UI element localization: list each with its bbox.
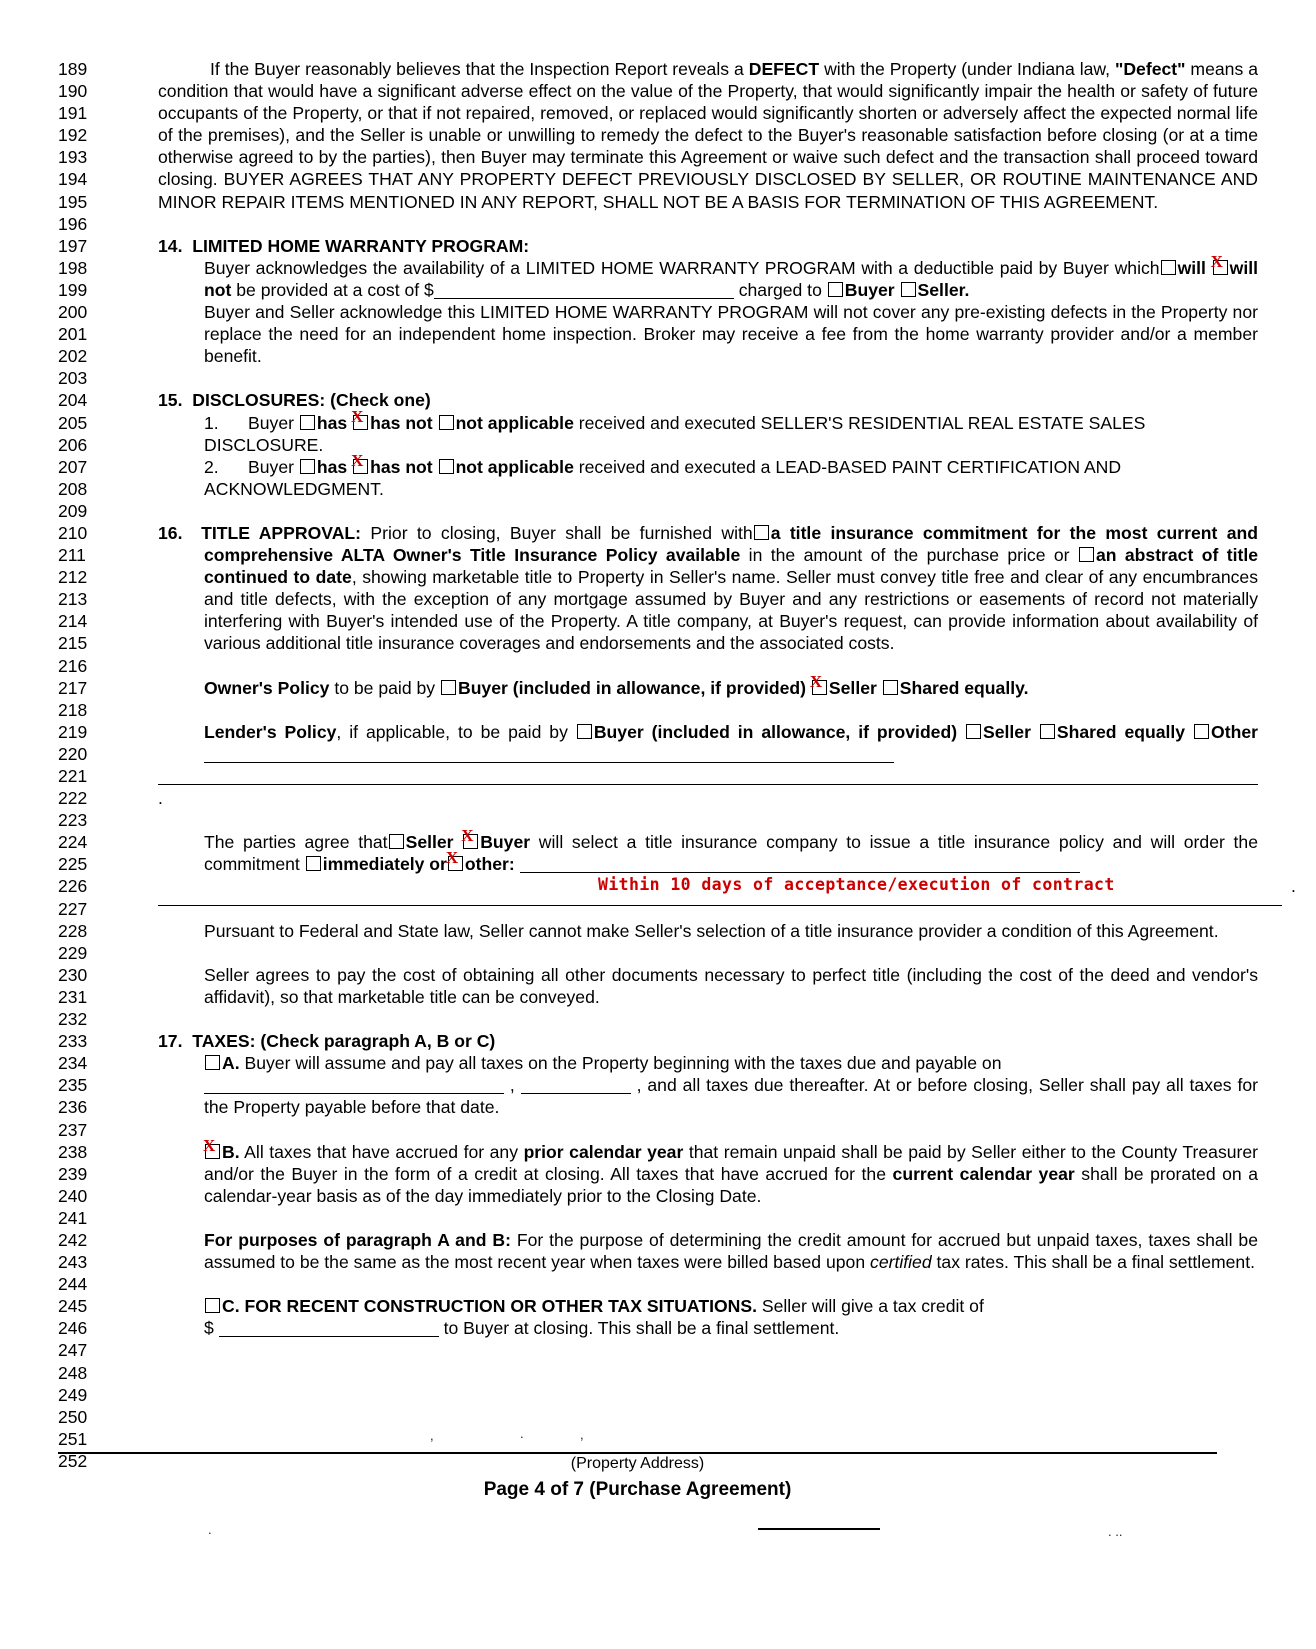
disclosure-1-tail: received and executed SELLER'S RESIDENTIAL REAL ESTATE SALES DISCLOSURE.: [204, 412, 1146, 455]
tax-para-b-text-3: shall be prorated on a calendar-year basis as of the day immediately prior to the Closing Date.: [204, 1163, 1259, 1206]
line-number: 243: [58, 1252, 88, 1273]
line-number: 195: [58, 191, 88, 212]
section-14-text-3: charged to: [738, 279, 822, 300]
checkbox-warranty-charged-seller[interactable]: [901, 282, 916, 297]
paragraph-inspection-defect: [158, 58, 1258, 213]
checkbox-lenders-policy-buyer[interactable]: [577, 724, 592, 739]
section-16-title: TITLE APPROVAL:: [201, 522, 362, 543]
tax-para-b-bold-2: current calendar year: [892, 1163, 1075, 1184]
label-warranty-charged-seller: Seller.: [917, 279, 970, 300]
tax-para-c-letter: C.: [222, 1296, 240, 1317]
checkbox-commitment-other[interactable]: [448, 856, 463, 871]
line-number: 224: [58, 832, 88, 853]
line-number: 242: [58, 1229, 88, 1250]
line-number: 235: [58, 1075, 88, 1096]
lenders-policy-period: .: [158, 788, 163, 809]
tax-purposes-bold-lead: For purposes of paragraph A and B:: [204, 1229, 511, 1250]
tax-c-credit-blank[interactable]: [219, 1321, 439, 1337]
document-columns: [0, 58, 1296, 1472]
checkbox-title-alta-policy[interactable]: [754, 525, 769, 540]
tax-para-b: [158, 1141, 1258, 1207]
checkbox-disclosure-2-has[interactable]: [300, 459, 315, 474]
label-title-abstract: an abstract of title continued to date: [204, 545, 1259, 588]
bottom-mark-left: .: [208, 1522, 212, 1537]
checkbox-disclosure-1-has-not[interactable]: [353, 415, 368, 430]
commitment-other-value: Within 10 days of acceptance/execution of contract: [598, 875, 1115, 895]
spacer-250: [158, 1273, 1258, 1295]
disclosure-2-tail: received and executed a LEAD-BASED PAINT CERTIFICATION AND ACKNOWLEDGMENT.: [204, 456, 1122, 499]
line-number: 193: [58, 147, 88, 168]
owners-policy-lead: to be paid by: [334, 677, 436, 698]
inspection-defect-bold: DEFECT: [748, 59, 820, 79]
spacer-236: [158, 1008, 1258, 1030]
tax-para-a-letter: A.: [222, 1053, 240, 1074]
spacer-233: [158, 942, 1258, 964]
disclosure-1-lead: Buyer: [248, 412, 294, 433]
line-number: 199: [58, 279, 88, 300]
label-owners-policy-seller: Seller: [828, 677, 877, 698]
checkbox-warranty-will[interactable]: [1161, 260, 1176, 275]
line-number: 213: [58, 589, 88, 610]
checkbox-disclosure-1-has[interactable]: [300, 415, 315, 430]
section-14-text-4: Buyer and Seller acknowledge this LIMITED HOME WARRANTY PROGRAM will not cover any pre-existing defects in the Property nor replace the need for an independent home inspection. Broker may receive a fee from the home warranty provider and/or a member benefit.: [204, 302, 1258, 367]
spacer-222: [158, 699, 1258, 721]
line-number: 237: [58, 1119, 88, 1140]
commitment-other-blank[interactable]: [520, 857, 1080, 873]
label-owners-policy-shared: Shared equally.: [899, 677, 1029, 698]
disclosure-2-lead: Buyer: [248, 456, 294, 477]
section-17-title: TAXES: (Check paragraph A, B or C): [192, 1031, 496, 1052]
line-number: 207: [58, 456, 88, 477]
commitment-other-value-line: [158, 875, 1296, 897]
section-14-title: LIMITED HOME WARRANTY PROGRAM:: [192, 235, 530, 256]
lenders-policy-row: [158, 721, 1258, 765]
checkbox-disclosure-1-na[interactable]: [439, 415, 454, 430]
spacer-226: [158, 809, 1258, 831]
lenders-policy-lead: , if applicable, to be paid by: [336, 721, 568, 742]
label-parties-agree-buyer: Buyer: [480, 832, 531, 853]
label-lenders-policy-buyer: Buyer (included in allowance, if provided): [593, 721, 958, 742]
line-number: 244: [58, 1274, 88, 1295]
checkbox-disclosure-2-na[interactable]: [439, 459, 454, 474]
line-number: 223: [58, 810, 88, 831]
line-number: 203: [58, 368, 88, 389]
tax-para-b-bold-1: prior calendar year: [523, 1141, 684, 1162]
label-lenders-policy-other: Other: [1211, 721, 1258, 742]
checkbox-lenders-policy-seller[interactable]: [966, 724, 981, 739]
checkbox-tax-para-b[interactable]: [205, 1144, 220, 1159]
tax-a-blank-1[interactable]: [204, 1078, 504, 1094]
line-number: 214: [58, 611, 88, 632]
page-number-label: Page 4 of 7 (Purchase Agreement): [483, 1479, 792, 1500]
line-number: 230: [58, 964, 88, 985]
section-15-item-2: [158, 456, 1258, 500]
spacer-199: [158, 213, 1258, 235]
line-number: 246: [58, 1318, 88, 1339]
line-number: 233: [58, 1031, 88, 1052]
section-15-number: 15.: [158, 390, 183, 411]
line-number: 225: [58, 854, 88, 875]
checkbox-warranty-will-not[interactable]: [1213, 260, 1228, 275]
line-number: 250: [58, 1406, 88, 1427]
line-number: 234: [58, 1053, 88, 1074]
tax-purposes-italic: certified: [870, 1252, 932, 1273]
section-16-body: [158, 522, 1258, 655]
section-15-title: DISCLOSURES: (Check one): [192, 390, 431, 411]
line-number: 200: [58, 302, 88, 323]
tax-para-a: [158, 1052, 1258, 1118]
label-warranty-charged-buyer: Buyer: [844, 279, 895, 300]
tax-para-a-text-2: , and all taxes due thereafter. At or before closing, Seller shall pay all taxes for the Property payable before that date.: [204, 1075, 1259, 1118]
parties-agree-row: [158, 831, 1258, 875]
line-number: 194: [58, 169, 88, 190]
spacer-246: [158, 1207, 1258, 1229]
parties-agree-mid: will select a title insurance company to issue a title insurance policy and will order the commitment: [204, 832, 1259, 875]
section-14-number: 14.: [158, 235, 183, 256]
spacer-220: [158, 655, 1258, 677]
line-number: 228: [58, 920, 88, 941]
line-number: 196: [58, 213, 88, 234]
line-number: 227: [58, 898, 88, 919]
line-number: 236: [58, 1097, 88, 1118]
checkbox-disclosure-2-has-not[interactable]: [353, 459, 368, 474]
label-title-alta-policy: a title insurance commitment for the most current and comprehensive ALTA Owner's Title Insurance Policy available: [204, 522, 1259, 566]
line-number: 241: [58, 1207, 88, 1228]
line-number: 209: [58, 500, 88, 521]
checkbox-lenders-policy-shared[interactable]: [1040, 724, 1055, 739]
line-number: 201: [58, 324, 88, 345]
line-number: 231: [58, 986, 88, 1007]
checkbox-parties-agree-buyer[interactable]: [463, 834, 478, 849]
bottom-mark-right: . ..: [1108, 1524, 1123, 1539]
spacer-241: [158, 1119, 1258, 1141]
tax-para-b-text-1: All taxes that have accrued for any: [244, 1141, 519, 1162]
checkbox-lenders-policy-other[interactable]: [1194, 724, 1209, 739]
line-number: 220: [58, 743, 88, 764]
line-number: 208: [58, 478, 88, 499]
section-14-text-1: Buyer acknowledges the availability of a LIMITED HOME WARRANTY PROGRAM with a deductible paid by Buyer which: [204, 257, 1160, 278]
checkbox-tax-para-c[interactable]: [205, 1298, 220, 1313]
tax-purposes-text-1: For the purpose of determining the credit amount for accrued but unpaid taxes, taxes shall be assumed to be the same as the most recent year when taxes were billed based upon: [204, 1229, 1258, 1273]
lenders-policy-other-blank[interactable]: [204, 747, 894, 763]
line-number: 240: [58, 1185, 88, 1206]
tax-para-c: [158, 1295, 1258, 1339]
line-number: 212: [58, 567, 88, 588]
line-number: 197: [58, 235, 88, 256]
warranty-cost-blank[interactable]: [434, 283, 734, 299]
section-17-number: 17.: [158, 1031, 183, 1052]
label-lenders-policy-shared: Shared equally: [1056, 721, 1186, 742]
label-warranty-will: will: [1177, 257, 1206, 278]
checkbox-commitment-immediately[interactable]: [306, 856, 321, 871]
lenders-policy-label: Lender's Policy: [204, 721, 337, 742]
line-number: 190: [58, 81, 88, 102]
checkbox-owners-policy-shared[interactable]: [883, 680, 898, 695]
line-number: 239: [58, 1163, 88, 1184]
tax-para-c-dollar: $: [204, 1318, 214, 1339]
section-16-text-1: Prior to closing, Buyer shall be furnished with: [370, 522, 753, 543]
tax-para-c-bold-lead: FOR RECENT CONSTRUCTION OR OTHER TAX SITUATIONS.: [244, 1296, 757, 1317]
label-disclosure-2-has: has: [316, 456, 348, 477]
line-number: 252: [58, 1450, 88, 1471]
tax-para-a-text-1: Buyer will assume and pay all taxes on the Property beginning with the taxes due and payable on: [244, 1053, 1002, 1074]
label-disclosure-2-na: not applicable: [455, 456, 574, 477]
label-owners-policy-buyer: Buyer (included in allowance, if provided): [457, 677, 807, 698]
line-number: 191: [58, 103, 88, 124]
label-disclosure-1-has: has: [316, 412, 348, 433]
tax-purposes-note: [158, 1229, 1258, 1273]
line-number: 232: [58, 1009, 88, 1030]
section-14-heading: [158, 235, 1258, 257]
inspection-defect-quoted: "Defect": [1115, 59, 1186, 79]
line-number: 226: [58, 876, 88, 897]
line-number: 198: [58, 257, 88, 278]
tax-para-c-text-2: to Buyer at closing. This shall be a final settlement.: [443, 1318, 840, 1339]
line-number: 248: [58, 1362, 88, 1383]
line-number: 238: [58, 1141, 88, 1162]
disclosure-2-num: 2.: [204, 456, 219, 477]
label-disclosure-1-na: not applicable: [455, 412, 574, 433]
property-address-label: (Property Address): [570, 1455, 705, 1472]
federal-law-paragraph: Pursuant to Federal and State law, Seller cannot make Seller's selection of a title insurance provider a condition of this Agreement.: [204, 920, 1219, 941]
checkbox-owners-policy-buyer[interactable]: [441, 680, 456, 695]
disclosure-1-num: 1.: [204, 412, 219, 433]
tax-purposes-text-2: tax rates. This shall be a final settlement.: [936, 1252, 1255, 1273]
section-16-text-2: in the amount of the purchase price or: [748, 545, 1070, 566]
line-number: 245: [58, 1296, 88, 1317]
parties-agree-lead: The parties agree that: [204, 832, 388, 853]
line-number: 222: [58, 788, 88, 809]
section-17-heading: [158, 1030, 1258, 1052]
section-15-item-1: [158, 412, 1258, 456]
line-number: 204: [58, 390, 88, 411]
line-number: 216: [58, 655, 88, 676]
tax-a-blank-2[interactable]: [521, 1078, 631, 1094]
line-number: 211: [58, 545, 86, 566]
smudge-mark-2: .: [520, 1426, 524, 1441]
lenders-policy-other-blank-2[interactable]: [158, 769, 1258, 785]
lenders-policy-other-line2: [158, 765, 1258, 809]
checkbox-warranty-charged-buyer[interactable]: [828, 282, 843, 297]
line-number: 249: [58, 1384, 88, 1405]
line-number: 247: [58, 1340, 88, 1361]
owners-policy-row: [158, 677, 1258, 699]
section-14-text-2: be provided at a cost of $: [236, 279, 434, 300]
label-disclosure-2-has-not: has not: [370, 456, 433, 477]
line-number: 192: [58, 125, 88, 146]
inspection-text-c: means a condition that would have a significant adverse effect on the value of the Property, that would significantly impair the health or safety of future occupants of the Property, or that if not repaired, removed, or replaced would significantly shorten or adversely affect the expected normal life of the premises), and the Seller is unable or unwilling to remedy the defect to the Buyer's reasonable satisfaction before closing (or at a time otherwise agreed to by the parties), then Buyer may terminate this Agreement or waive such defect and the transaction shall proceed toward closing. BUYER AGREES THAT ANY PROPERTY DEFECT PREVIOUSLY DISCLOSED BY SELLER, OR ROUTINE MAINTENANCE AND MINOR REPAIR ITEMS MENTIONED IN ANY REPORT, SHALL NOT BE A BASIS FOR TERMINATION OF THIS AGREEMENT.: [158, 59, 1258, 212]
line-number: 229: [58, 942, 88, 963]
checkbox-title-abstract[interactable]: [1079, 547, 1094, 562]
line-number: 217: [58, 677, 88, 698]
inspection-text-a: If the Buyer reasonably believes that the Inspection Report reveals a: [210, 59, 749, 79]
owners-policy-label: Owner's Policy: [204, 677, 330, 698]
line-number: 215: [58, 633, 88, 654]
line-number: 210: [58, 522, 88, 543]
inspection-text-b: with the Property (under Indiana law,: [819, 59, 1115, 79]
line-number: 251: [58, 1428, 88, 1449]
document-content: [120, 58, 1316, 1339]
section-16-number: 16.: [158, 522, 183, 543]
section-14-body: [158, 257, 1258, 367]
spacer-206: [158, 367, 1258, 389]
line-number-gutter: [0, 58, 120, 1472]
checkbox-tax-para-a[interactable]: [205, 1055, 220, 1070]
smudge-mark-3: ,: [580, 1427, 584, 1442]
label-lenders-policy-seller: Seller: [983, 721, 1031, 742]
property-address-rule: [58, 1452, 1217, 1454]
line-number: 206: [58, 434, 88, 455]
footer-signature-line: [758, 1528, 880, 1530]
section-16-text-3: , showing marketable title to Property in Seller's name. Seller must convey title free and clear of any encumbrances and title defects, with the exception of any mortgage assumed by Buyer and any restrictions or easements of record not materially interfering with Buyer's intended use of the Property. A title company, at Buyer's request, can provide information about availability of various additional title insurance coverages and endorsements and the associated costs.: [204, 567, 1258, 654]
tax-para-b-letter: B.: [222, 1141, 240, 1162]
label-warranty-will-not: will not: [204, 257, 1258, 300]
line-number: 205: [58, 412, 88, 433]
checkbox-parties-agree-seller[interactable]: [389, 834, 404, 849]
section-15-heading: [158, 389, 1258, 411]
line-number: 219: [58, 721, 88, 742]
checkbox-owners-policy-seller[interactable]: [812, 680, 827, 695]
commitment-other-period: .: [1291, 876, 1296, 897]
label-commitment-immediately: immediately or: [322, 854, 447, 875]
line-number: 221: [58, 766, 88, 786]
line-number: 189: [58, 59, 88, 79]
tax-para-b-text-2: that remain unpaid shall be paid by Seller either to the County Treasurer and/or the Buyer in the form of a credit at closing. All taxes that have accrued for the: [204, 1141, 1259, 1184]
smudge-mark-1: ,: [430, 1428, 434, 1443]
tax-a-comma-1: ,: [509, 1075, 515, 1096]
label-parties-agree-seller: Seller: [405, 832, 454, 853]
tax-para-c-text-1: Seller will give a tax credit of: [761, 1296, 984, 1317]
line-number: 218: [58, 699, 88, 720]
label-disclosure-1-has-not: has not: [370, 412, 433, 433]
line-number: 202: [58, 346, 88, 367]
seller-pays-paragraph: Seller agrees to pay the cost of obtaining all other documents necessary to perfect title (including the cost of the deed and vendor's affidavit), so that marketable title can be conveyed.: [204, 964, 1258, 1007]
label-commitment-other: other:: [464, 854, 515, 875]
spacer-212: [158, 500, 1258, 522]
